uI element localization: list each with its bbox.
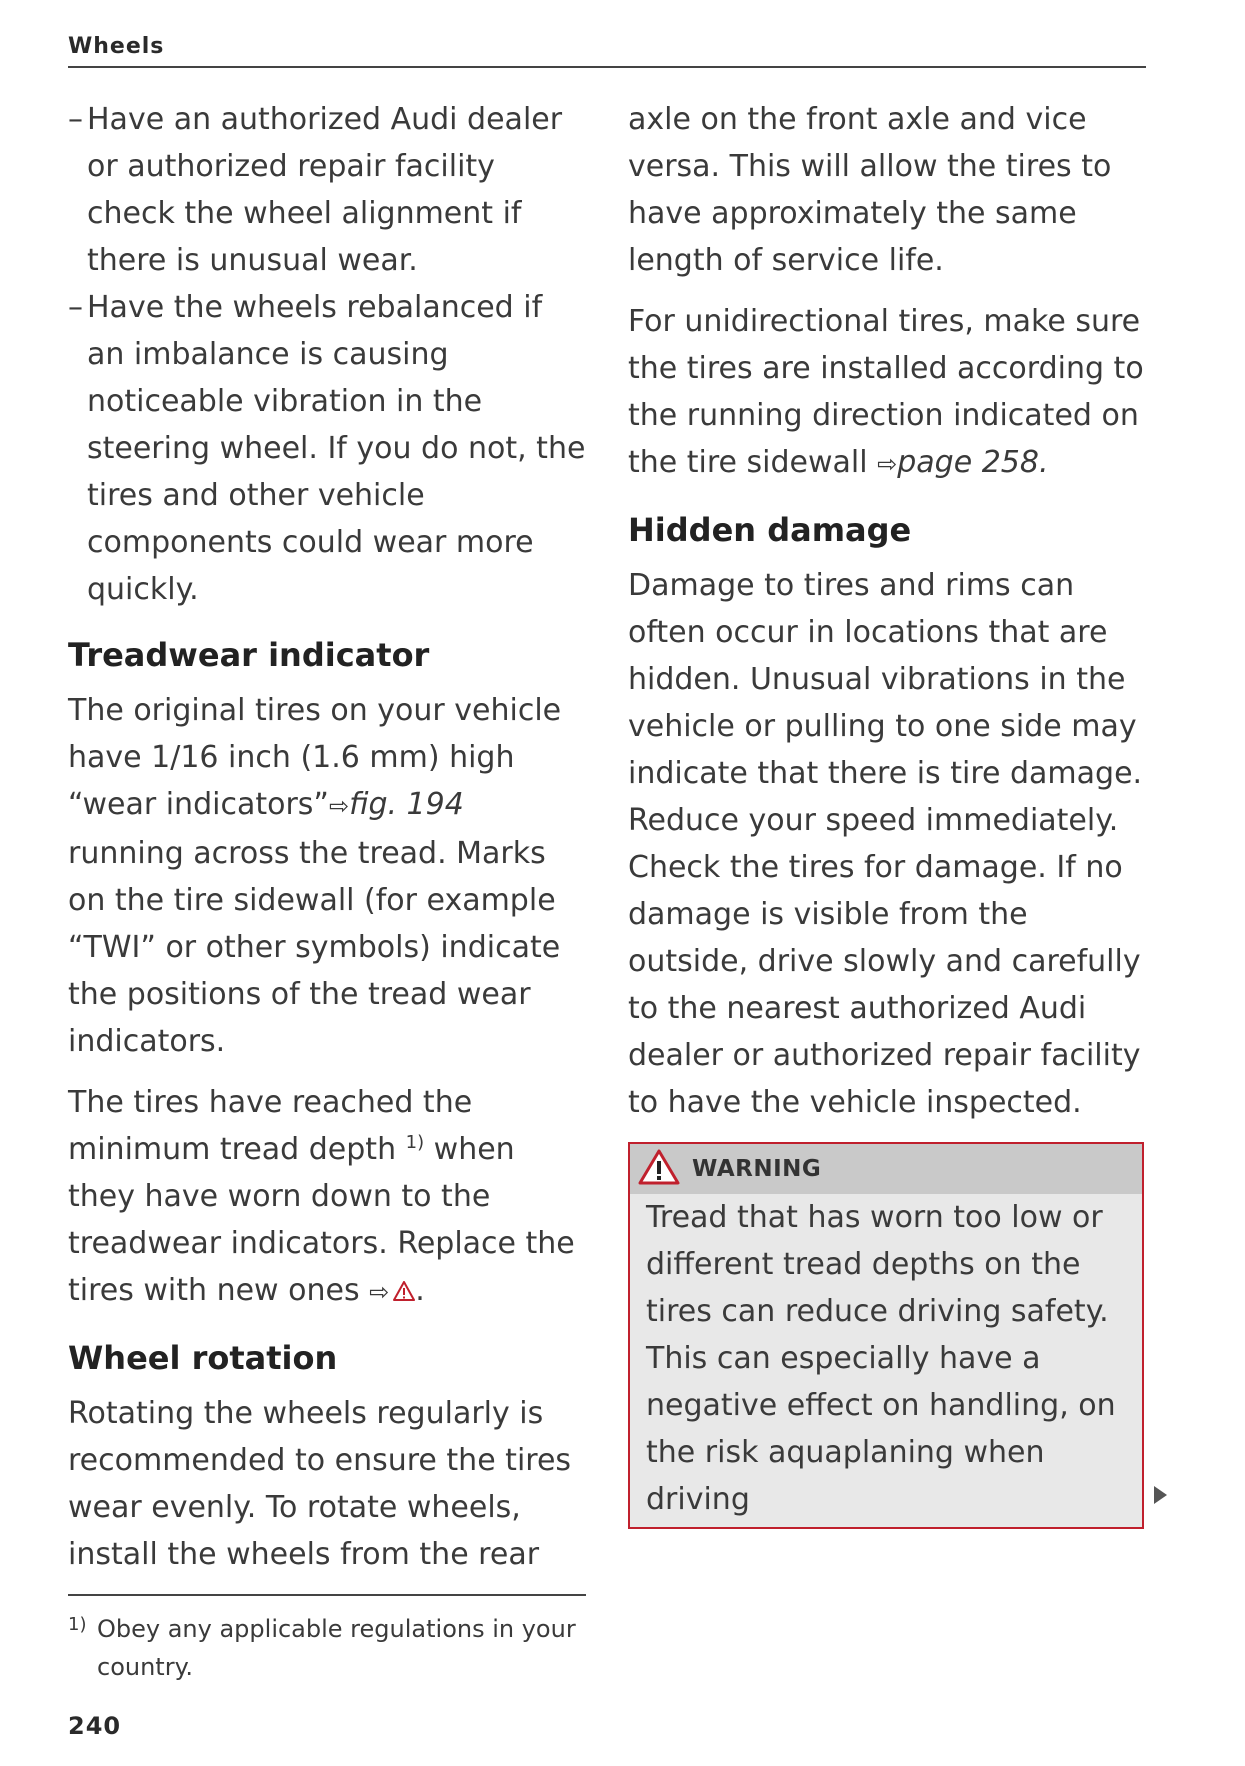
bullet-dash: – [68,290,83,325]
rotation-paragraph: Rotating the wheels regularly is recommended to ensure the tires wear evenly. To rotate wheels, install the wheels from the rear [68,1396,572,1572]
section-title: Wheels [68,34,165,59]
left-column [68,96,588,1578]
treadwear-heading: Treadwear indicator [68,636,430,674]
rotation-heading: Wheel rotation [68,1339,338,1377]
footnote-mark: 1) [68,1614,87,1635]
footnote [68,1610,588,1686]
header-rule [68,66,1146,68]
page-reference[interactable]: page 258 [897,445,1039,480]
hidden-damage-paragraph: Damage to tires and rims can often occur in locations that are hidden. Unusual vibrations in the vehicle or pulling to one side may indicate that there is tire damage. Reduce your speed immediately. Check the tires for damage. If no damage is visible from the outside, drive slowly and carefully to the nearest authorized Audi dealer or authorized repair facility to have the vehicle inspected. [628,568,1143,1120]
warning-body [630,1194,1142,1527]
warning-triangle-icon[interactable] [393,1268,415,1315]
bullet-text: Have an authorized Audi dealer or authorized repair facility check the wheel alignment if there is unusual wear. [87,102,563,278]
continue-arrow-icon[interactable] [1154,1486,1167,1504]
hidden-damage-heading: Hidden damage [628,511,912,549]
bullet-text: Have the wheels rebalanced if an imbalance is causing noticeable vibration in the steering wheel. If you do not, the tires and other vehicle components could wear more quickly. [87,290,586,607]
warning-text: Tread that has worn too low or different tread depths on the tires can reduce driving safety. This can especially have a negative effect on handling, on the risk aquaplaning when driving [646,1200,1116,1517]
ref-arrow-icon: ⇨ [328,792,350,820]
warning-triangle-icon [638,1149,680,1189]
ref-arrow-icon: ⇨ [877,450,898,478]
footnote-reference[interactable]: 1) [405,1132,425,1153]
footnote-text: Obey any applicable regulations in your country. [97,1615,576,1681]
warning-box [628,1142,1144,1529]
bullet-dash: – [68,102,83,137]
rotation-continued: axle on the front axle and vice versa. This will allow the tires to have approximately the same length of service life. [628,102,1112,278]
treadwear-paragraph-2: The tires have reached the minimum tread depth $^{1)}$ when they have worn down to the treadwear indicators. Replace the tires with new ones ⇨ . [68,1079,588,1316]
right-column [628,96,1148,1529]
page-header [68,32,1146,62]
page-number: 240 [68,1712,122,1740]
bullet-item [68,284,588,613]
treadwear-paragraph-1: The original tires on your vehicle have 1/16 inch (1.6 mm) high “wear indicators”⇨fig. 194 running across the tread. Marks on the tire sidewall (for example “TWI” or other symbols) indicate the positions of the tread wear indicators. [68,693,562,1059]
figure-reference[interactable]: fig. 194 [349,787,464,822]
ref-arrow-icon: ⇨ [369,1278,390,1306]
footnote-rule [68,1594,586,1596]
bullet-item [68,96,588,284]
warning-header [630,1144,1142,1194]
unidirectional-paragraph: For unidirectional tires, make sure the tires are installed according to the running direction indicated on the tire sidewall ⇨page 258. [628,304,1144,480]
warning-label: WARNING [692,1156,822,1182]
